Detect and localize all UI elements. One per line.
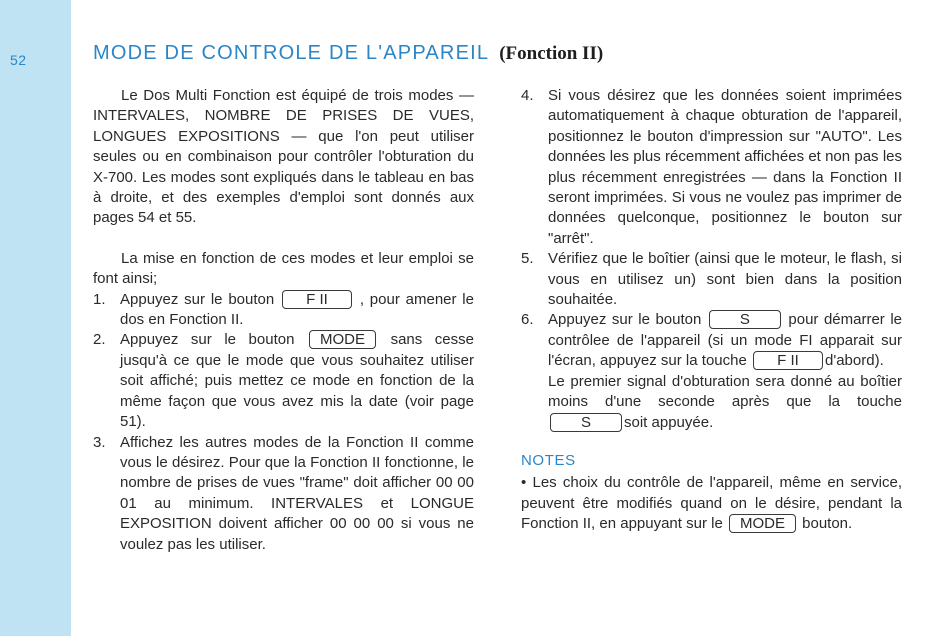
page-title [93,42,603,65]
margin-strip [0,0,71,636]
step-text: soit appuyée. [624,413,714,431]
step-text: Le premier signal d'obturation sera donné au boîtier moins d'une seconde après que la touche [548,372,902,411]
notes-heading: NOTES [521,451,576,469]
mode-key-label: MODE [729,514,796,533]
step-number: 5. [521,250,534,268]
step-text: d'abord). [825,352,884,370]
step-text: pour démarrer le contrôlee de l'appareil (si un mode FI apparait sur l'écran, appuyez sur la touche [548,311,902,370]
title-main: MODE DE CONTROLE DE L'APPAREIL [93,42,490,64]
page-number: 52 [10,52,27,68]
left-column [93,86,474,555]
step-5 [521,249,902,310]
step-number: 3. [93,433,106,451]
step-1 [93,290,474,331]
step-text: Appuyez sur le bouton [120,290,275,308]
right-column [521,86,902,535]
step-3 [93,433,474,555]
step-text: sans cesse jusqu'à ce que le mode que vous souhaitez utiliser soit affiché; puis mettez ce mode en fonction de la même façon que vous avez mis la date (voir page 51). [120,331,474,431]
step-text: Vérifiez que le boîtier (ainsi que le moteur, le flash, si vous en utilisez un) sont bien dans la position souhaitée. [548,250,902,309]
steps-list-right [521,86,902,433]
mode-key-label: MODE [309,330,376,349]
steps-list-left [93,290,474,555]
step-text: Appuyez sur le bouton [120,331,295,349]
bullet: • [521,474,527,492]
note-item [521,473,902,534]
step-number: 1. [93,290,106,308]
step-number: 6. [521,311,534,329]
f2-key-label: F II [753,351,823,370]
step-2 [93,330,474,432]
title-sub: (Fonction II) [499,43,604,64]
step-number: 4. [521,87,534,104]
step-text: , pour amener le dos en Fonction II. [120,290,474,329]
step-text: Appuyez sur le bouton [548,311,702,329]
f2-key-label: F II [282,290,352,309]
step-6 [521,310,902,432]
step-text: Affichez les autres modes de la Fonction II comme vous le désirez. Pour que la Fonction II fonctionne, le nombre de prises de vues "frame" doit afficher 00 00 01 au minimum. INTERVALES et LONGUE EXPOSITION doivent afficher 00 00 00 si vous ne voulez pas les utiliser. [120,433,474,553]
usage-paragraph: La mise en fonction de ces modes et leur emploi se font ainsi; [93,249,474,288]
s-key-label: S [709,310,781,329]
step-text: Si vous désirez que les données soient imprimées automatiquement à chaque obturation de l'appareil, positionnez le bouton d'impression sur "AUTO". Les données les plus récemment affichées et non pas les plus récemment enregistrées — dans la Fonction II seront imprimées. Si vous ne voulez pas imprimer de données quelconque, positionnez le bouton sur "arrêt". [548,87,902,247]
note-text: bouton. [802,515,853,533]
s-key-label: S [550,413,622,432]
note-text: Les choix du contrôle de l'appareil, même en service, peuvent être modifiés quand on le désire, pendant la Fonction II, en appuyant sur le [521,474,902,533]
step-4 [521,86,902,249]
intro-paragraph: Le Dos Multi Fonction est équipé de trois modes — INTERVALES, NOMBRE DE PRISES DE VUES, LONGUES EXPOSITIONS — que l'on peut utiliser seules ou en combinaison pour contrôler l'obturation du X-700. Les modes sont expliqués dans le tableau en bas à droite, et des exemples d'emploi sont donnés aux pages 54 et 55. [93,87,474,227]
step-number: 2. [93,331,106,349]
